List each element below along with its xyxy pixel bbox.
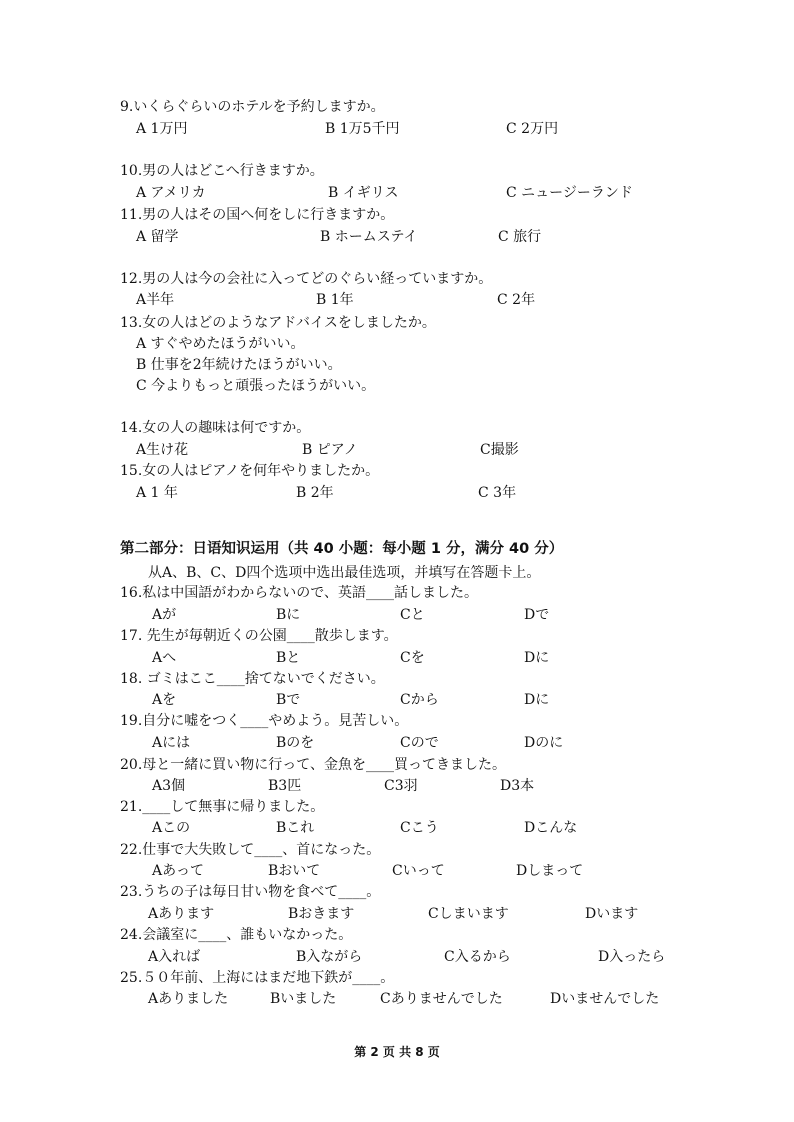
question-21: 21.____して無事に帰りました。: [120, 799, 325, 815]
question-10: 10.男の人はどこへ行きますか。: [120, 163, 324, 179]
q15-option-b: B 2年: [296, 485, 334, 501]
section-2-instruction: 从A、B、C、D四个选项中选出最佳选项，并填写在答题卡上。: [148, 565, 541, 581]
q10-option-a: A アメリカ: [136, 185, 206, 201]
question-12: 12.男の人は今の会社に入ってどのぐらい経っていますか。: [120, 271, 493, 287]
question-15: 15.女の人はピアノを何年やりましたか。: [120, 463, 380, 479]
q25-option-d: Dいませんでした: [550, 991, 660, 1007]
question-16: 16.私は中国語がわからないので、英語____話しました。: [120, 585, 478, 601]
question-17: 17. 先生が毎朝近くの公園____散歩します。: [120, 628, 398, 644]
q14-option-a: A生け花: [136, 442, 189, 458]
q9-option-b: B 1万5千円: [325, 121, 400, 137]
question-22: 22.仕事で大失敗して____、首になった。: [120, 842, 381, 858]
question-19: 19.自分に嘘をつく____やめよう。見苦しい。: [120, 713, 409, 729]
q11-option-a: A 留学: [136, 229, 179, 245]
q16-option-c: Cと: [400, 607, 425, 623]
q20-option-c: C3羽: [384, 778, 418, 794]
q17-option-c: Cを: [400, 650, 425, 666]
q21-option-c: Cこう: [400, 820, 439, 836]
q19-option-b: Bのを: [276, 735, 315, 751]
q12-option-b: B 1年: [316, 292, 354, 308]
q14-option-b: B ピアノ: [302, 442, 358, 458]
question-24: 24.会議室に____、誰もいなかった。: [120, 927, 353, 943]
q9-option-c: C 2万円: [506, 121, 559, 137]
q11-option-b: B ホームステイ: [320, 229, 418, 245]
q21-option-b: Bこれ: [276, 820, 315, 836]
q16-option-d: Dで: [524, 607, 550, 623]
q13-option-c: C 今よりもっと頑張ったほうがいい。: [136, 378, 376, 394]
q18-option-c: Cから: [400, 692, 439, 708]
q24-option-c: C入るから: [444, 949, 511, 965]
q23-option-c: Cしまいます: [428, 906, 509, 922]
q19-option-a: Aには: [152, 735, 191, 751]
q12-option-c: C 2年: [497, 292, 536, 308]
q17-option-a: Aへ: [152, 650, 177, 666]
q18-option-d: Dに: [524, 692, 550, 708]
q25-option-c: Cありませんでした: [380, 991, 503, 1007]
q25-option-b: Bいました: [270, 991, 337, 1007]
question-18: 18. ゴミはここ____捨てないでください。: [120, 671, 385, 687]
q21-option-d: Dこんな: [524, 820, 578, 836]
q25-option-a: Aありました: [148, 991, 229, 1007]
q18-option-a: Aを: [152, 692, 177, 708]
q23-option-b: Bおきます: [288, 906, 355, 922]
question-11: 11.男の人はその国へ何をしに行きますか。: [120, 207, 395, 223]
q19-option-c: Cので: [400, 735, 439, 751]
q20-option-d: D3本: [500, 778, 535, 794]
question-25: 25.５０年前、上海にはまだ地下鉄が____。: [120, 970, 395, 986]
question-13: 13.女の人はどのようなアドバイスをしましたか。: [120, 315, 436, 331]
q22-option-d: Dしまって: [516, 863, 584, 879]
question-20: 20.母と一緒に買い物に行って、金魚を____買ってきました。: [120, 757, 506, 773]
q22-option-a: Aあって: [152, 863, 204, 879]
question-14: 14.女の人の趣味は何ですか。: [120, 420, 311, 436]
q9-option-a: A 1万円: [136, 121, 188, 137]
q23-option-a: Aあります: [148, 906, 215, 922]
q16-option-b: Bに: [276, 607, 301, 623]
page-number: 第 2 页 共 8 页: [354, 1045, 440, 1059]
q16-option-a: Aが: [152, 607, 177, 623]
q18-option-b: Bで: [276, 692, 301, 708]
q24-option-d: D入ったら: [598, 949, 666, 965]
q19-option-d: Dのに: [524, 735, 564, 751]
q10-option-b: B イギリス: [328, 185, 399, 201]
q17-option-b: Bと: [276, 650, 301, 666]
question-9: 9.いくらぐらいのホテルを予約しますか。: [120, 99, 385, 115]
q11-option-c: C 旅行: [498, 229, 542, 245]
q21-option-a: Aこの: [152, 820, 191, 836]
question-23: 23.うちの子は毎日甘い物を食べて____。: [120, 884, 381, 900]
q23-option-d: Dいます: [585, 906, 639, 922]
q15-option-a: A 1 年: [136, 485, 178, 501]
q13-option-a: A すぐやめたほうがいい。: [136, 336, 305, 352]
q12-option-a: A半年: [136, 292, 175, 308]
q14-option-c: C撮影: [480, 442, 519, 458]
q13-option-b: B 仕事を2年続けたほうがいい。: [136, 357, 342, 373]
q20-option-b: B3匹: [268, 778, 302, 794]
q24-option-a: A入れば: [148, 949, 201, 965]
q24-option-b: B入ながら: [296, 949, 363, 965]
section-2-title: 第二部分：日语知识运用（共 40 小题：每小题 1 分，满分 40 分）: [120, 541, 564, 557]
q22-option-c: Cいって: [392, 863, 445, 879]
q20-option-a: A3個: [152, 778, 186, 794]
q10-option-c: C ニュージーランド: [506, 185, 633, 201]
q22-option-b: Bおいて: [268, 863, 321, 879]
q15-option-c: C 3年: [478, 485, 517, 501]
q17-option-d: Dに: [524, 650, 550, 666]
